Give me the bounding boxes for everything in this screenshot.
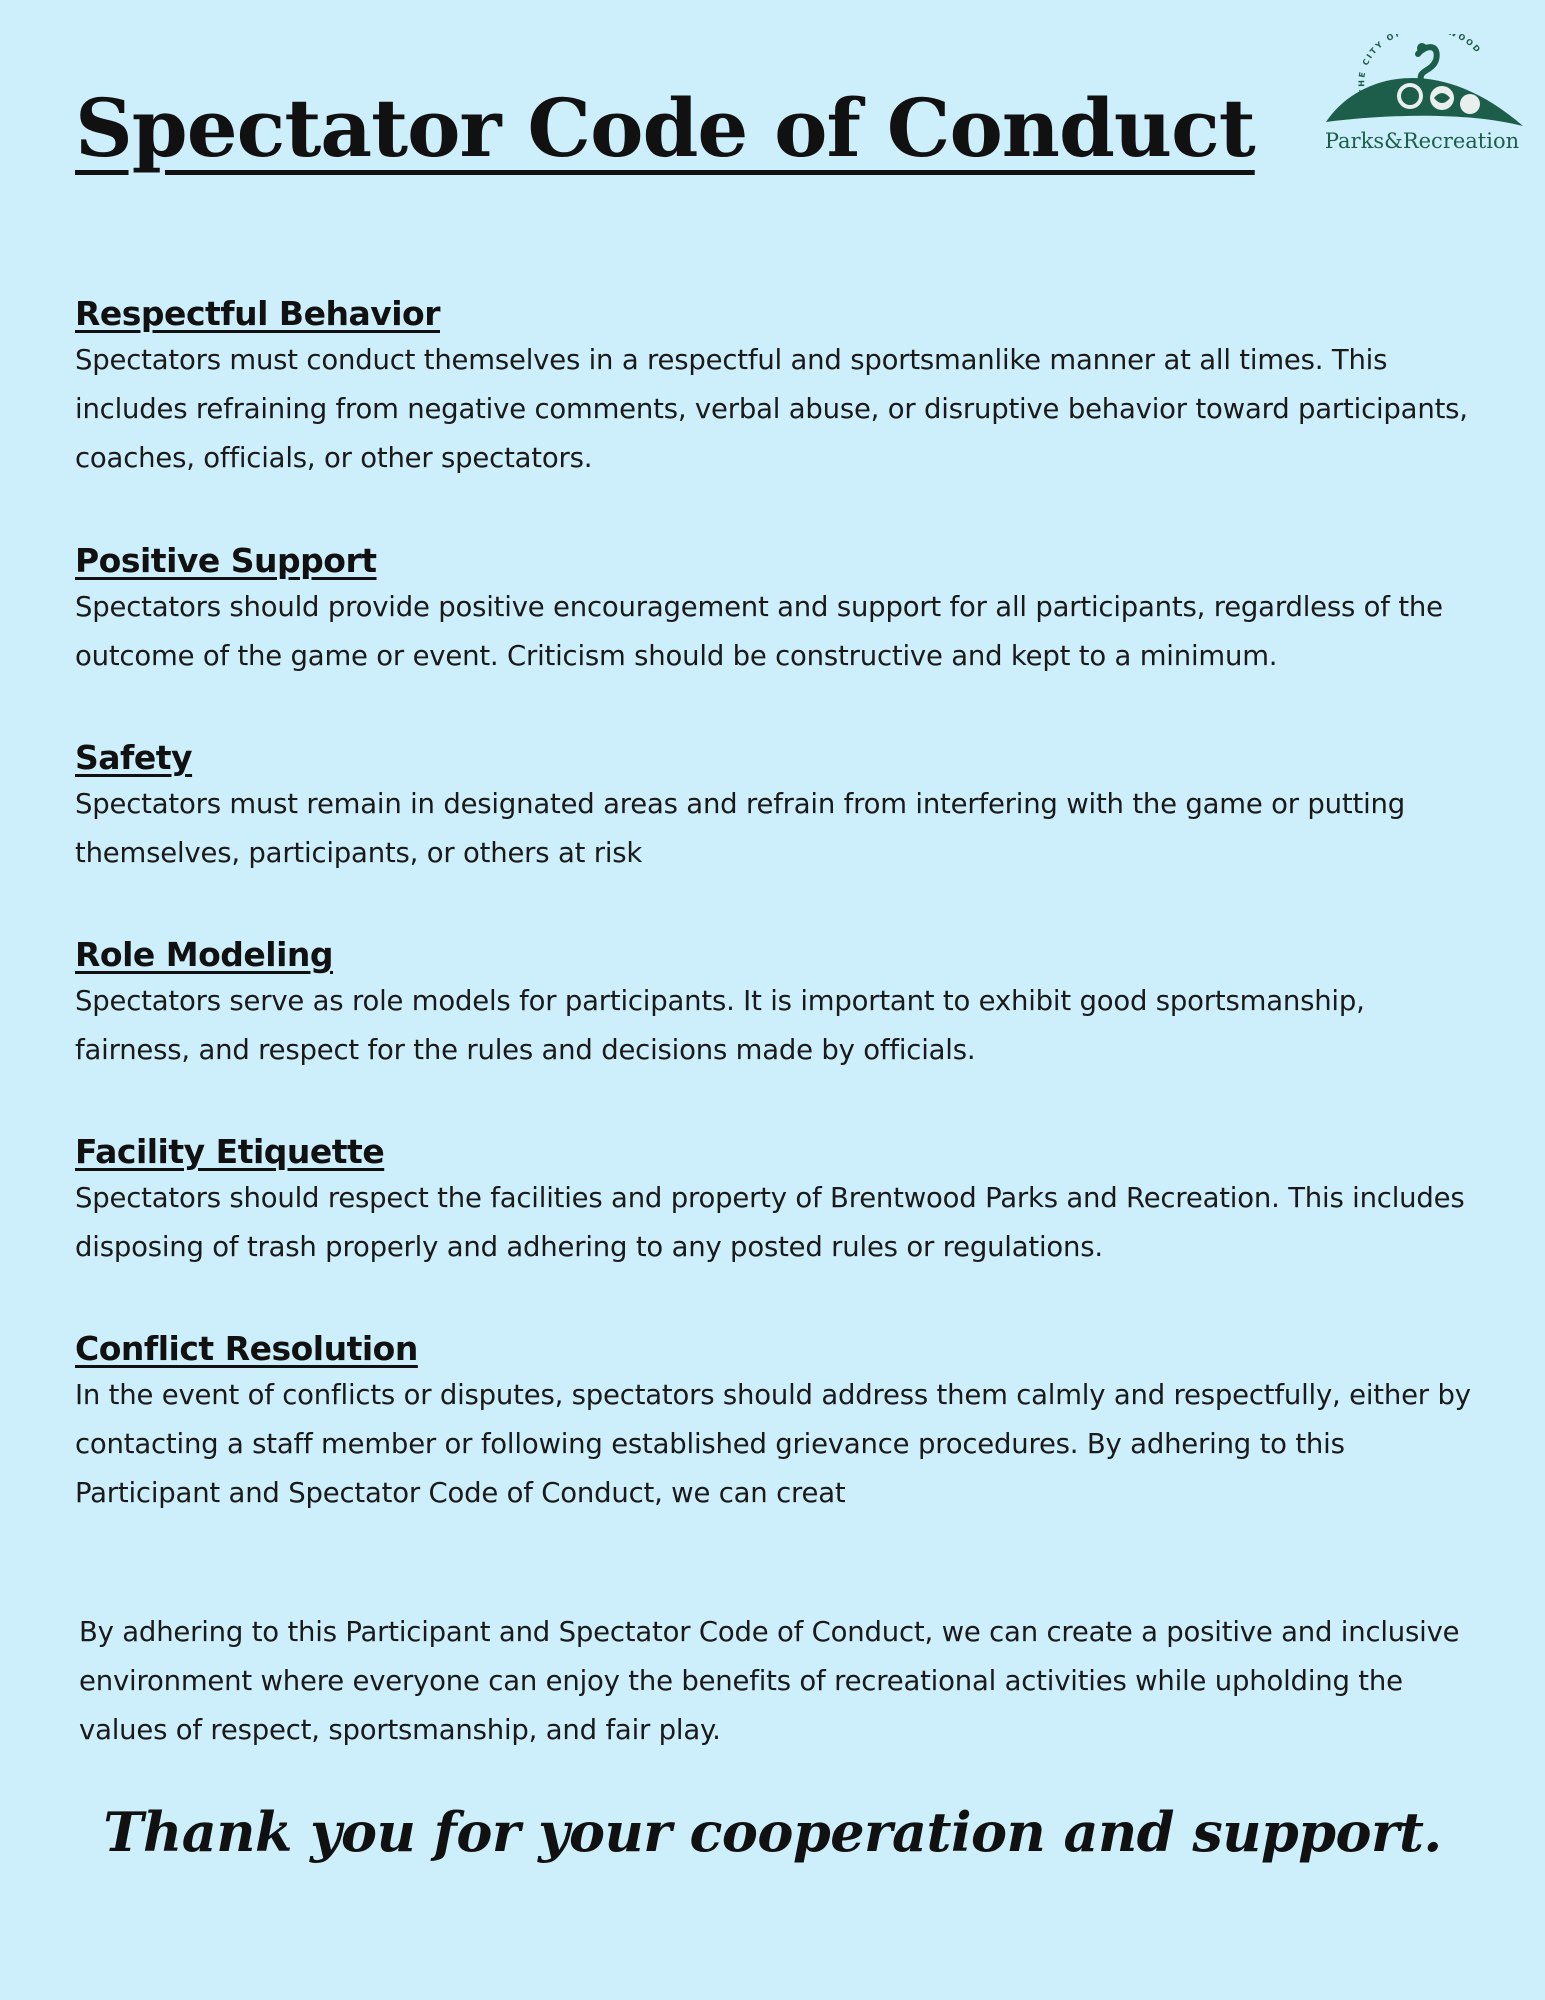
page-title: Spectator Code of Conduct: [75, 81, 1255, 175]
logo-arc-text: THE CITY O OOD: [1357, 34, 1484, 96]
section-heading: Conflict Resolution: [75, 1329, 418, 1368]
section-body: Spectators must conduct themselves in a respectful and sportsmanlike manner at all times. This includes refraining from negative comments, verbal abuse, or disruptive behavior toward participants, coaches, officials, or other spectators.: [75, 344, 1468, 474]
thank-you-message: Thank you for your cooperation and support.: [103, 1800, 1442, 1864]
section-body: In the event of conflicts or disputes, spectators should address them calmly and respectfully, either by contacting a staff member or following established grievance procedures. By adhering to this Participant and Spectator Code of Conduct, we can creat: [75, 1379, 1471, 1509]
section-body: Spectators should provide positive encouragement and support for all participants, regardless of the outcome of the game or event. Criticism should be constructive and kept to a minimum.: [75, 591, 1443, 672]
section-heading: Safety: [75, 738, 193, 777]
section-respectful-behavior: [75, 292, 1475, 483]
section-heading: Facility Etiquette: [75, 1132, 385, 1171]
section-body: Spectators should respect the facilities and property of Brentwood Parks and Recreation. This includes disposing of trash properly and adhering to any posted rules or regulations.: [75, 1182, 1465, 1263]
section-positive-support: [75, 539, 1475, 681]
closing-paragraph: By adhering to this Participant and Spectator Code of Conduct, we can create a positive and inclusive environment where everyone can enjoy the benefits of recreational activities while upholding the values of respect, sportsmanship, and fair play.: [79, 1616, 1460, 1746]
logo-name: Parks&Recreation: [1324, 129, 1520, 153]
parks-recreation-emblem-icon: [1318, 34, 1528, 164]
section-body: Spectators serve as role models for participants. It is important to exhibit good sportsmanship, fairness, and respect for the rules and decisions made by officials.: [75, 985, 1365, 1066]
section-heading: Role Modeling: [75, 935, 334, 974]
section-conflict-resolution: [75, 1327, 1475, 1518]
parks-recreation-logo: [1318, 34, 1528, 164]
section-role-modeling: [75, 933, 1475, 1075]
section-safety: [75, 736, 1475, 878]
section-heading: Respectful Behavior: [75, 294, 440, 333]
section-facility-etiquette: [75, 1130, 1475, 1272]
section-body: Spectators must remain in designated areas and refrain from interfering with the game or putting themselves, participants, or others at risk: [75, 788, 1405, 869]
section-heading: Positive Support: [75, 541, 377, 580]
